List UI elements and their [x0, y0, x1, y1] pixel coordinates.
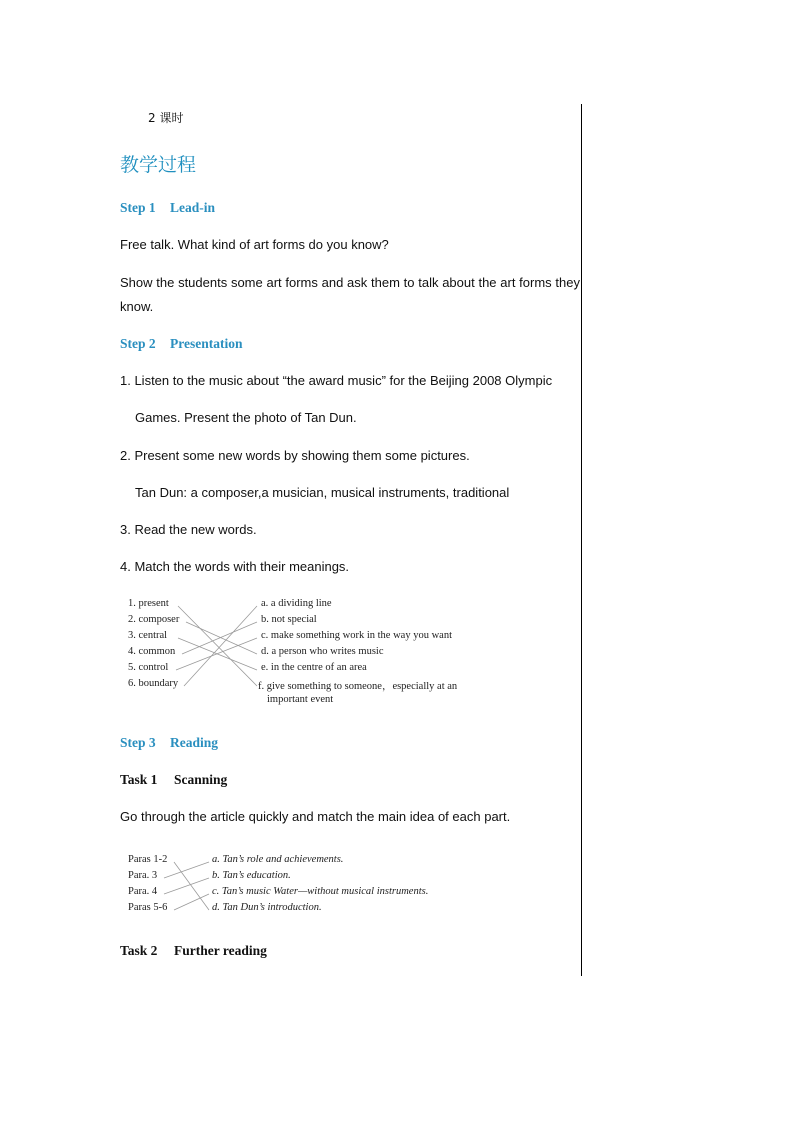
step2-item-1-cont: Games. Present the photo of Tan Dun.: [135, 410, 357, 425]
column-divider: [581, 104, 582, 976]
task1-label: Task 1: [120, 772, 158, 787]
task1-heading: [120, 772, 227, 788]
step1-title: Lead-in: [170, 200, 216, 215]
match2-left-item: Para. 4: [128, 886, 158, 897]
match1-right-item: a. a dividing line: [261, 598, 332, 609]
step2-item-4: 4. Match the words with their meanings.: [120, 559, 350, 574]
step2-heading: [120, 336, 243, 352]
match1-left-item: 3. central: [128, 630, 168, 641]
match1-line: [178, 606, 257, 686]
match2-left-item: Paras 5-6: [128, 902, 168, 913]
task2-heading: [120, 943, 267, 959]
match2-line: [164, 878, 209, 894]
match2-left-item: Paras 1-2: [128, 854, 168, 865]
step2-item-1: 1. Listen to the music about “the award music” for the Beijing 2008 Olympic: [120, 373, 553, 388]
match1-left-item: 5. control: [128, 662, 169, 673]
step3-heading: [120, 735, 218, 751]
step2-title: Presentation: [170, 336, 243, 351]
match1-right-item: e. in the centre of an area: [261, 662, 367, 673]
match1-left-item: 2. composer: [128, 614, 180, 625]
match1-left-item: 1. present: [128, 598, 169, 609]
task2-title: Further reading: [174, 943, 267, 958]
step2-item-2: 2. Present some new words by showing them some pictures.: [120, 448, 470, 463]
match1-right-item-cont: important event: [267, 694, 334, 705]
step1-paragraph-1: Free talk. What kind of art forms do you know?: [120, 237, 389, 252]
step3-label: Step 3: [120, 735, 156, 750]
step1-heading: [120, 200, 215, 216]
step1-label: Step 1: [120, 200, 156, 215]
match1-right-item: f. give something to someone，especially at an: [258, 681, 458, 692]
match2-right-item: b. Tan’s education.: [212, 870, 291, 881]
match1-left-item: 6. boundary: [128, 678, 179, 689]
step2-item-2-cont: Tan Dun: a composer,a musician, musical instruments, traditional: [135, 485, 510, 500]
task2-label: Task 2: [120, 943, 158, 958]
match2-line: [174, 862, 209, 910]
step2-item-3: 3. Read the new words.: [120, 522, 257, 537]
match1-left-item: 4. common: [128, 646, 176, 657]
lesson-label: 2 课时: [148, 111, 184, 125]
step1-paragraph-2: Show the students some art forms and ask them to talk about the art forms they know.: [120, 275, 580, 314]
match1-line: [186, 622, 257, 654]
match1-right-item: b. not special: [261, 614, 317, 625]
step2-label: Step 2: [120, 336, 156, 351]
match1-line: [176, 638, 257, 670]
match1-line: [184, 606, 257, 686]
match2-line: [164, 862, 209, 878]
task1-title: Scanning: [174, 772, 228, 787]
match1-line: [178, 638, 257, 670]
match2-right-item: a. Tan’s role and achievements.: [212, 854, 344, 865]
match1-right-item: c. make something work in the way you want: [261, 630, 452, 641]
match2-right-item: c. Tan’s music Water—without musical instruments.: [212, 886, 429, 897]
match1-right-item: d. a person who writes music: [261, 646, 384, 657]
match2-left-item: Para. 3: [128, 870, 158, 881]
match2-right-item: d. Tan Dun’s introduction.: [212, 902, 322, 913]
step3-title: Reading: [170, 735, 219, 750]
match2-line: [174, 894, 209, 910]
match1-line: [182, 622, 257, 654]
task1-paragraph: Go through the article quickly and match the main idea of each part.: [120, 809, 511, 824]
section-title: 教学过程: [120, 154, 197, 176]
